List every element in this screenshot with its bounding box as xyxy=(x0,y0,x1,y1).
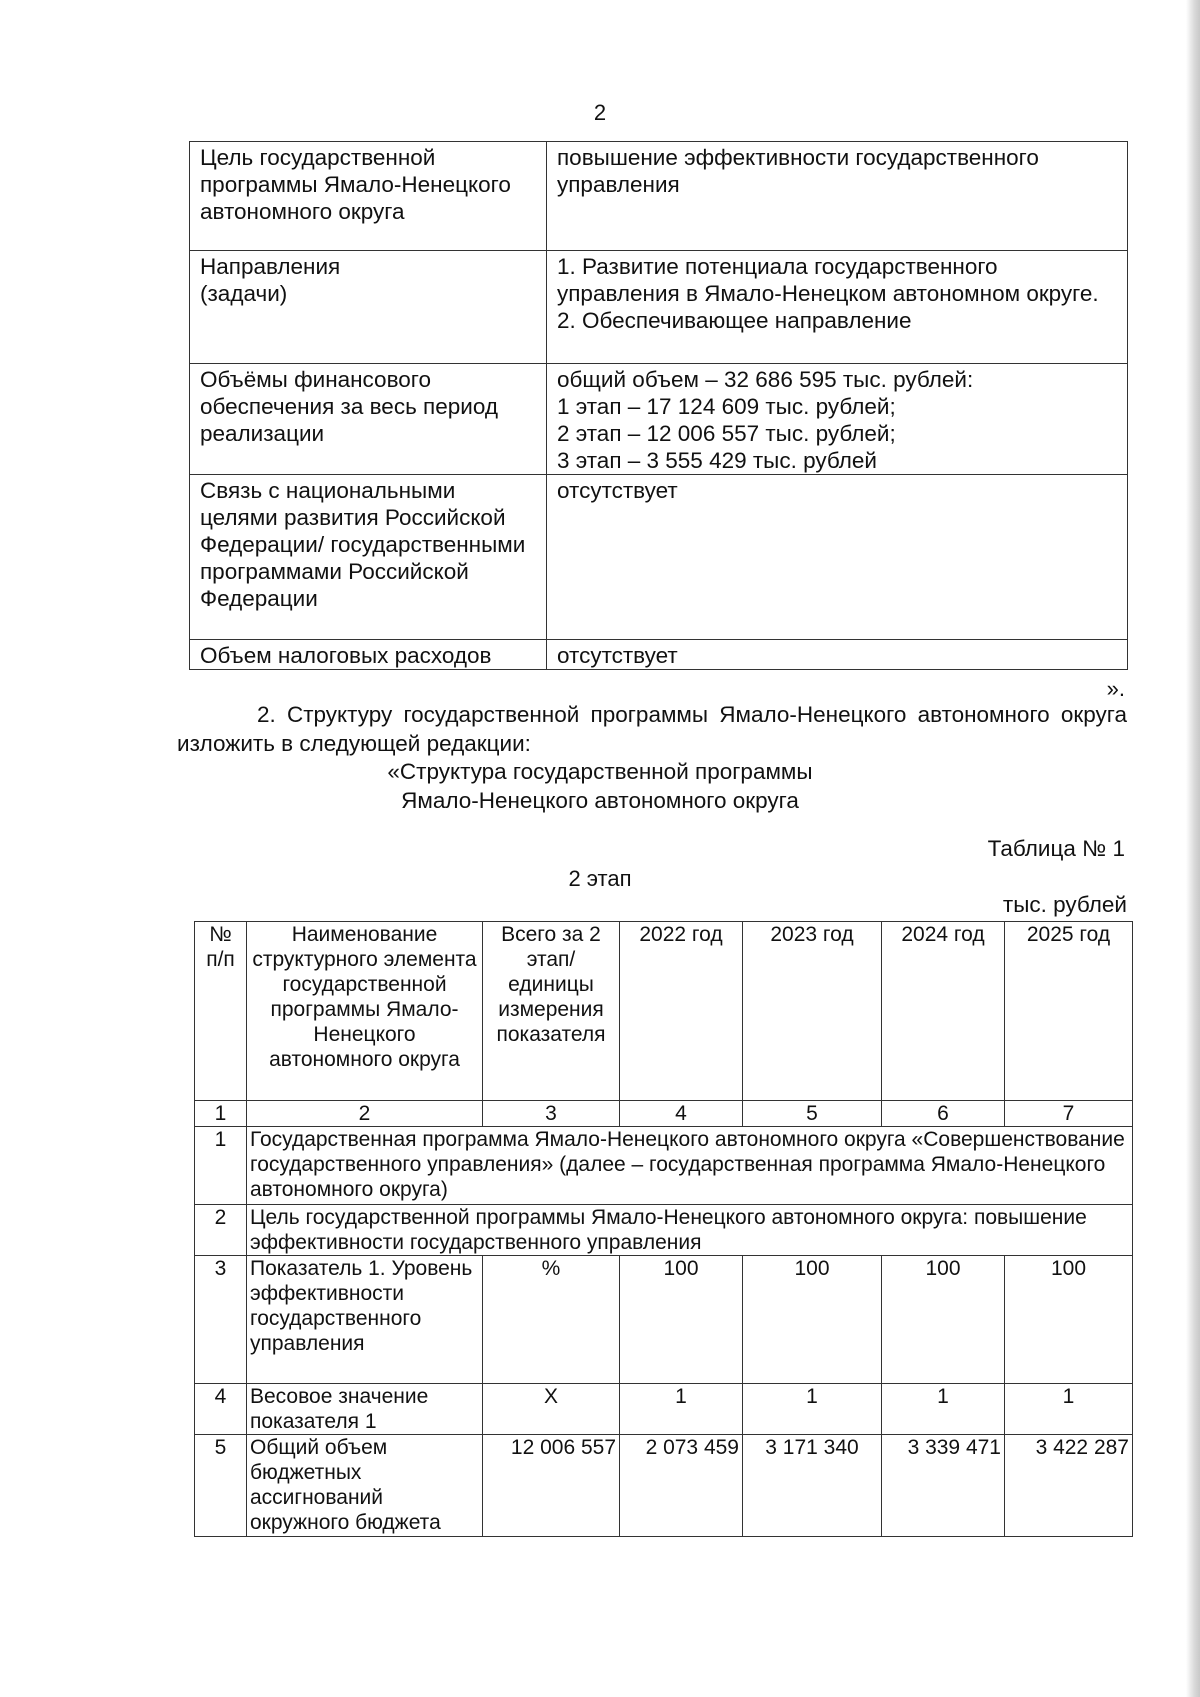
year-2023-cell: 3 171 340 xyxy=(743,1435,882,1537)
table-row-goal xyxy=(195,1205,1133,1256)
column-number-cell: 6 xyxy=(882,1101,1005,1127)
year-2022-cell: 1 xyxy=(620,1384,743,1435)
year-2024-cell: 1 xyxy=(882,1384,1005,1435)
element-name: Общий объем бюджетных ассигнований окружного бюджета xyxy=(247,1435,483,1537)
total-cell: X xyxy=(483,1384,620,1435)
table-number-label: Таблица № 1 xyxy=(987,836,1125,861)
stage-label: 2 этап xyxy=(568,866,632,891)
header-cell: 2022 год xyxy=(620,922,743,1101)
amendment-paragraph: 2. Структуру государственной программы Ямало-Ненецкого автономного округа изложить в следующей редакции: xyxy=(177,702,1127,756)
passport-value: отсутствует xyxy=(547,475,1128,640)
passport-value: отсутствует xyxy=(547,640,1128,670)
year-2025-cell: 100 xyxy=(1005,1256,1133,1384)
row-number: 5 xyxy=(195,1435,247,1537)
column-number-cell: 3 xyxy=(483,1101,620,1127)
passport-label: Связь с национальными целями развития Российской Федерации/ государственными программами Российской Федерации xyxy=(190,475,547,640)
passport-label: Направления (задачи) xyxy=(190,251,547,364)
passport-row-financing xyxy=(190,364,1128,475)
total-cell: % xyxy=(483,1256,620,1384)
page-number: 2 xyxy=(593,100,607,125)
header-cell: № п/п xyxy=(195,922,247,1101)
passport-value: общий объем – 32 686 595 тыс. рублей: 1 этап – 17 124 609 тыс. рублей; 2 этап – 12 006 557 тыс. рублей; 3 этап – 3 555 429 тыс. рублей xyxy=(547,364,1128,475)
page-edge-shadow xyxy=(1186,0,1200,1697)
passport-value: 1. Развитие потенциала государственного управления в Ямало-Ненецком автономном округе. 2. Обеспечивающее направление xyxy=(547,251,1128,364)
year-2022-cell: 100 xyxy=(620,1256,743,1384)
header-cell: 2025 год xyxy=(1005,922,1133,1101)
row-number: 3 xyxy=(195,1256,247,1384)
passport-value: повышение эффективности государственного управления xyxy=(547,142,1128,251)
passport-row-directions xyxy=(190,251,1128,364)
passport-label: Объем налоговых расходов xyxy=(190,640,547,670)
header-cell: 2024 год xyxy=(882,922,1005,1101)
column-number-cell: 2 xyxy=(247,1101,483,1127)
year-2023-cell: 1 xyxy=(743,1384,882,1435)
element-name: Весовое значение показателя 1 xyxy=(247,1384,483,1435)
column-number-row xyxy=(195,1101,1133,1127)
row-number: 1 xyxy=(195,1127,247,1205)
row-number: 4 xyxy=(195,1384,247,1435)
year-2024-cell: 100 xyxy=(882,1256,1005,1384)
unit-label: тыс. рублей xyxy=(1002,892,1127,917)
row-number: 2 xyxy=(195,1205,247,1256)
program-passport-table xyxy=(189,141,1128,670)
structure-title: «Структура государственной программы Ямало-Ненецкого автономного округа xyxy=(387,759,813,813)
header-cell: Всего за 2 этап/ единицы измерения показателя xyxy=(483,922,620,1101)
table-row-budget xyxy=(195,1435,1133,1537)
passport-label: Цель государственной программы Ямало-Ненецкого автономного округа xyxy=(190,142,547,251)
column-number-cell: 4 xyxy=(620,1101,743,1127)
header-cell: Наименование структурного элемента государственной программы Ямало-Ненецкого автономного округа xyxy=(247,922,483,1101)
year-2024-cell: 3 339 471 xyxy=(882,1435,1005,1537)
goal-cell: Цель государственной программы Ямало-Ненецкого автономного округа: повышение эффективности государственного управления xyxy=(247,1205,1133,1256)
table-row-program xyxy=(195,1127,1133,1205)
year-2025-cell: 3 422 287 xyxy=(1005,1435,1133,1537)
year-2025-cell: 1 xyxy=(1005,1384,1133,1435)
element-name: Показатель 1. Уровень эффективности государственного управления xyxy=(247,1256,483,1384)
program-structure-table xyxy=(194,921,1133,1537)
program-name-cell: Государственная программа Ямало-Ненецкого автономного округа «Совершенствование государственного управления» (далее – государственная программа Ямало-Ненецкого автономного округа) xyxy=(247,1127,1133,1205)
table-row-weight xyxy=(195,1384,1133,1435)
column-number-cell: 1 xyxy=(195,1101,247,1127)
passport-row-tax-expenses xyxy=(190,640,1128,670)
closing-quote: ». xyxy=(1106,676,1125,701)
year-2022-cell: 2 073 459 xyxy=(620,1435,743,1537)
total-cell: 12 006 557 xyxy=(483,1435,620,1537)
header-cell: 2023 год xyxy=(743,922,882,1101)
column-number-cell: 5 xyxy=(743,1101,882,1127)
year-2023-cell: 100 xyxy=(743,1256,882,1384)
passport-row-national-goals xyxy=(190,475,1128,640)
passport-row-goal xyxy=(190,142,1128,251)
column-number-cell: 7 xyxy=(1005,1101,1133,1127)
table-row-indicator xyxy=(195,1256,1133,1384)
passport-label: Объёмы финансового обеспечения за весь период реализации xyxy=(190,364,547,475)
table-header-row xyxy=(195,922,1133,1101)
